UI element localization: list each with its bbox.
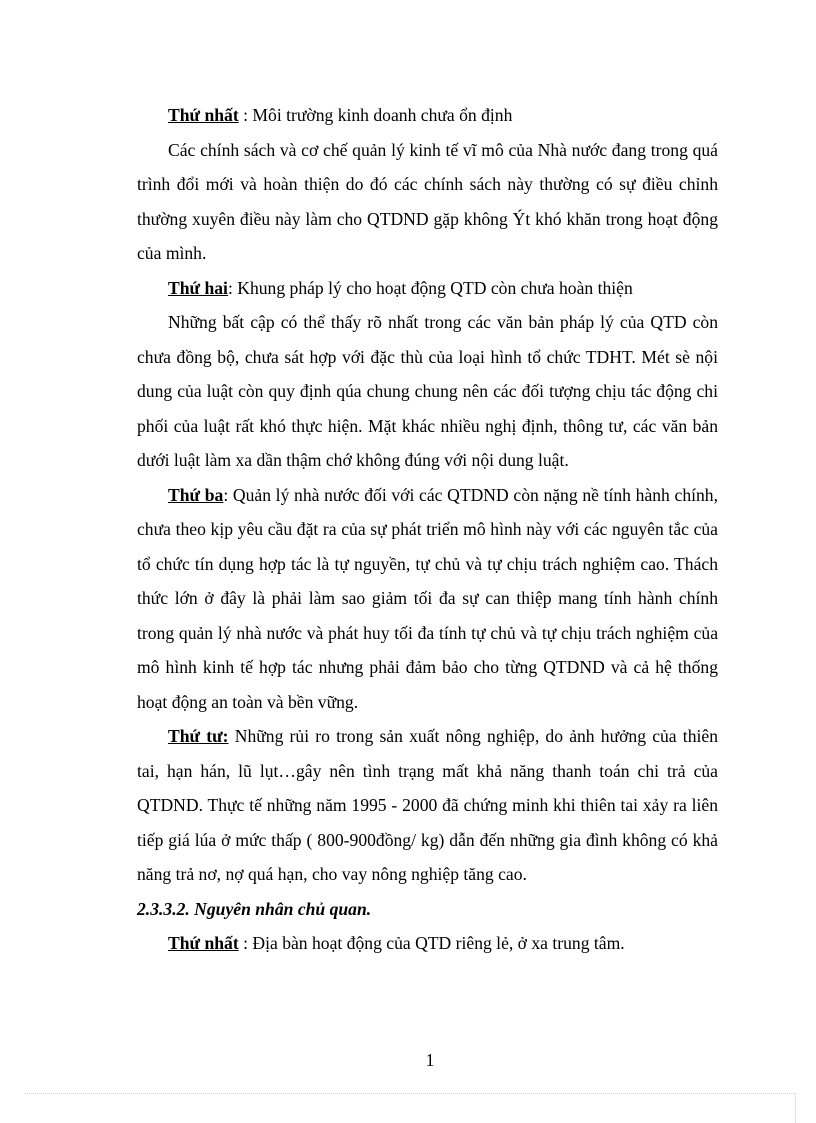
paragraph-6-label: Thứ tư: <box>168 726 229 746</box>
paragraph-3-label: Thứ hai <box>168 277 228 298</box>
paragraph-3 <box>137 271 718 306</box>
paragraph-6-text: Những rủi ro trong sản xuất nông nghiệp, do ảnh hưởng của thiên tai, hạn hán, lũ lụt…gây nên tình trạng mất khả năng thanh toán chi trả của QTDND. Thực tế những năm 1995 - 2000 đã chứng minh khi thiên tai xảy ra liên tiếp giá lúa ở mức thấp ( 800-900đồng/ kg) dẫn đến những gia đình không có khả năng trả nơ, nợ quá hạn, cho vay nông nghiệp tăng cao. <box>137 726 718 884</box>
paragraph-4-text: Những bất cập có thể thấy rõ nhất trong các văn bản pháp lý của QTD còn chưa đồng bộ, chưa sát hợp với đặc thù của loại hình tổ chức TDHT. Mét sè nội dung của luật còn quy định qúa chung chung nên các đối tượng chịu tác động chi phối của luật rất khó thực hiện. Mặt khác nhiều nghị định, thông tư, các văn bản dưới luật làm xa dần thậm chớ không đúng với nội dung luật. <box>137 312 718 470</box>
page-bottom-border <box>25 1093 796 1094</box>
paragraph-1-label: Thứ nhất <box>168 105 239 125</box>
page-side-border <box>795 1093 796 1123</box>
paragraph-7-label: Thứ nhất <box>168 933 239 953</box>
paragraph-4 <box>137 305 718 478</box>
paragraph-6 <box>137 719 718 892</box>
paragraph-7-text: : Địa bàn hoạt động của QTD riêng lẻ, ở xa trung tâm. <box>238 933 625 953</box>
paragraph-1-text: : Môi trường kinh doanh chưa ổn định <box>238 105 513 125</box>
paragraph-2-text: Các chính sách và cơ chế quản lý kinh tế vĩ mô của Nhà nước đang trong quá trình đổi mới và hoàn thiện do đó các chính sách này thường có sự điều chỉnh thường xuyên điều này làm cho QTDND gặp không Ýt khó khăn trong hoạt động của mình. <box>137 139 718 263</box>
paragraph-5-label: Thứ ba <box>168 484 224 505</box>
paragraph-5-text: : Quản lý nhà nước đối với các QTDND còn nặng nề tính hành chính, chưa theo kịp yêu cầu đặt ra của sự phát triển mô hình này với các nguyên tắc của tổ chức tín dụng hợp tác là tự nguyền, tự chủ và tự chịu trách nghiệm cao. Thách thức lớn ở đây là phải làm sao giảm tối đa sự can thiệp mang tính hành chính trong quản lý nhà nước và phát huy tối đa tính tự chủ và tự chịu trách nghiệm của mô hình kinh tế hợp tác nhưng phải đảm bảo cho từng QTDND và cả hệ thống hoạt động an toàn và bền vững. <box>137 484 719 712</box>
page-number: 1 <box>425 1050 435 1070</box>
paragraph-1 <box>137 98 718 133</box>
paragraph-2 <box>137 133 718 271</box>
paragraph-5 <box>137 478 718 720</box>
paragraph-7 <box>137 926 718 961</box>
section-heading: 2.3.3.2. Nguyên nhân chủ quan. <box>137 898 372 919</box>
paragraph-3-text: : Khung pháp lý cho hoạt động QTD còn chưa hoàn thiện <box>227 277 633 298</box>
body-text <box>137 98 718 961</box>
